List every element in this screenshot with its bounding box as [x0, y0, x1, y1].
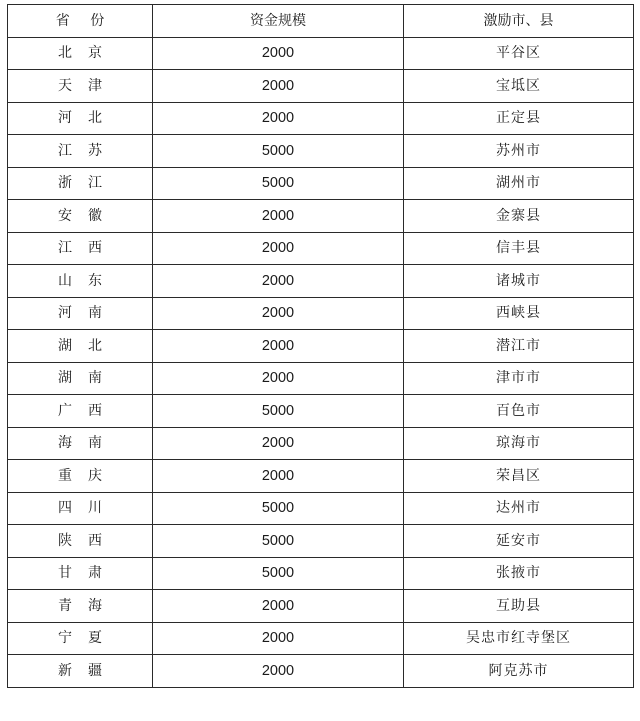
cell-fund-scale: 2000	[153, 622, 404, 655]
cell-incentive-city-county: 琼海市	[404, 427, 634, 460]
cell-fund-scale: 2000	[153, 265, 404, 298]
cell-province: 北京	[8, 37, 153, 70]
table-row	[8, 70, 634, 103]
funding-table	[7, 4, 634, 688]
cell-incentive-city-county: 潜江市	[404, 330, 634, 363]
table-row	[8, 232, 634, 265]
table-row	[8, 102, 634, 135]
cell-fund-scale: 5000	[153, 525, 404, 558]
cell-fund-scale: 5000	[153, 395, 404, 428]
cell-fund-scale: 2000	[153, 460, 404, 493]
cell-province: 海南	[8, 427, 153, 460]
table-row	[8, 297, 634, 330]
table-row	[8, 525, 634, 558]
cell-province: 湖北	[8, 330, 153, 363]
cell-fund-scale: 5000	[153, 492, 404, 525]
cell-fund-scale: 2000	[153, 655, 404, 688]
cell-province: 广西	[8, 395, 153, 428]
cell-incentive-city-county: 平谷区	[404, 37, 634, 70]
cell-fund-scale: 2000	[153, 200, 404, 233]
table-row	[8, 427, 634, 460]
cell-province: 天津	[8, 70, 153, 103]
cell-province: 河南	[8, 297, 153, 330]
header-incentive-city-county: 激励市、县	[404, 5, 634, 38]
cell-province: 重庆	[8, 460, 153, 493]
table-row	[8, 492, 634, 525]
table-row	[8, 37, 634, 70]
table-row	[8, 200, 634, 233]
cell-incentive-city-county: 互助县	[404, 590, 634, 623]
cell-incentive-city-county: 湖州市	[404, 167, 634, 200]
cell-incentive-city-county: 延安市	[404, 525, 634, 558]
cell-incentive-city-county: 津市市	[404, 362, 634, 395]
cell-incentive-city-county: 达州市	[404, 492, 634, 525]
cell-incentive-city-county: 金寨县	[404, 200, 634, 233]
cell-province: 安徽	[8, 200, 153, 233]
cell-province: 山东	[8, 265, 153, 298]
cell-fund-scale: 2000	[153, 37, 404, 70]
cell-incentive-city-county: 苏州市	[404, 135, 634, 168]
cell-incentive-city-county: 荣昌区	[404, 460, 634, 493]
cell-province: 湖南	[8, 362, 153, 395]
cell-fund-scale: 5000	[153, 135, 404, 168]
table-row	[8, 265, 634, 298]
table-row	[8, 590, 634, 623]
cell-province: 宁夏	[8, 622, 153, 655]
cell-incentive-city-county: 张掖市	[404, 557, 634, 590]
cell-fund-scale: 2000	[153, 102, 404, 135]
cell-province: 陕西	[8, 525, 153, 558]
cell-province: 新疆	[8, 655, 153, 688]
cell-fund-scale: 5000	[153, 557, 404, 590]
cell-province: 江苏	[8, 135, 153, 168]
cell-incentive-city-county: 正定县	[404, 102, 634, 135]
table-body	[8, 37, 634, 687]
table-row	[8, 460, 634, 493]
cell-province: 甘肃	[8, 557, 153, 590]
table-row	[8, 167, 634, 200]
table-header-row	[8, 5, 634, 38]
cell-fund-scale: 2000	[153, 297, 404, 330]
table-row	[8, 655, 634, 688]
table-row	[8, 395, 634, 428]
cell-fund-scale: 2000	[153, 427, 404, 460]
cell-fund-scale: 2000	[153, 232, 404, 265]
cell-province: 浙江	[8, 167, 153, 200]
cell-fund-scale: 2000	[153, 362, 404, 395]
cell-incentive-city-county: 信丰县	[404, 232, 634, 265]
table-row	[8, 330, 634, 363]
table-row	[8, 135, 634, 168]
cell-incentive-city-county: 吴忠市红寺堡区	[404, 622, 634, 655]
table-row	[8, 622, 634, 655]
cell-province: 四川	[8, 492, 153, 525]
cell-province: 河北	[8, 102, 153, 135]
funding-table-container	[7, 4, 633, 688]
cell-province: 青海	[8, 590, 153, 623]
cell-incentive-city-county: 百色市	[404, 395, 634, 428]
cell-province: 江西	[8, 232, 153, 265]
cell-fund-scale: 2000	[153, 330, 404, 363]
header-province: 省 份	[8, 5, 153, 38]
cell-incentive-city-county: 宝坻区	[404, 70, 634, 103]
cell-fund-scale: 2000	[153, 70, 404, 103]
cell-incentive-city-county: 诸城市	[404, 265, 634, 298]
cell-incentive-city-county: 西峡县	[404, 297, 634, 330]
cell-fund-scale: 5000	[153, 167, 404, 200]
table-row	[8, 557, 634, 590]
cell-incentive-city-county: 阿克苏市	[404, 655, 634, 688]
header-fund-scale: 资金规模	[153, 5, 404, 38]
table-row	[8, 362, 634, 395]
cell-fund-scale: 2000	[153, 590, 404, 623]
